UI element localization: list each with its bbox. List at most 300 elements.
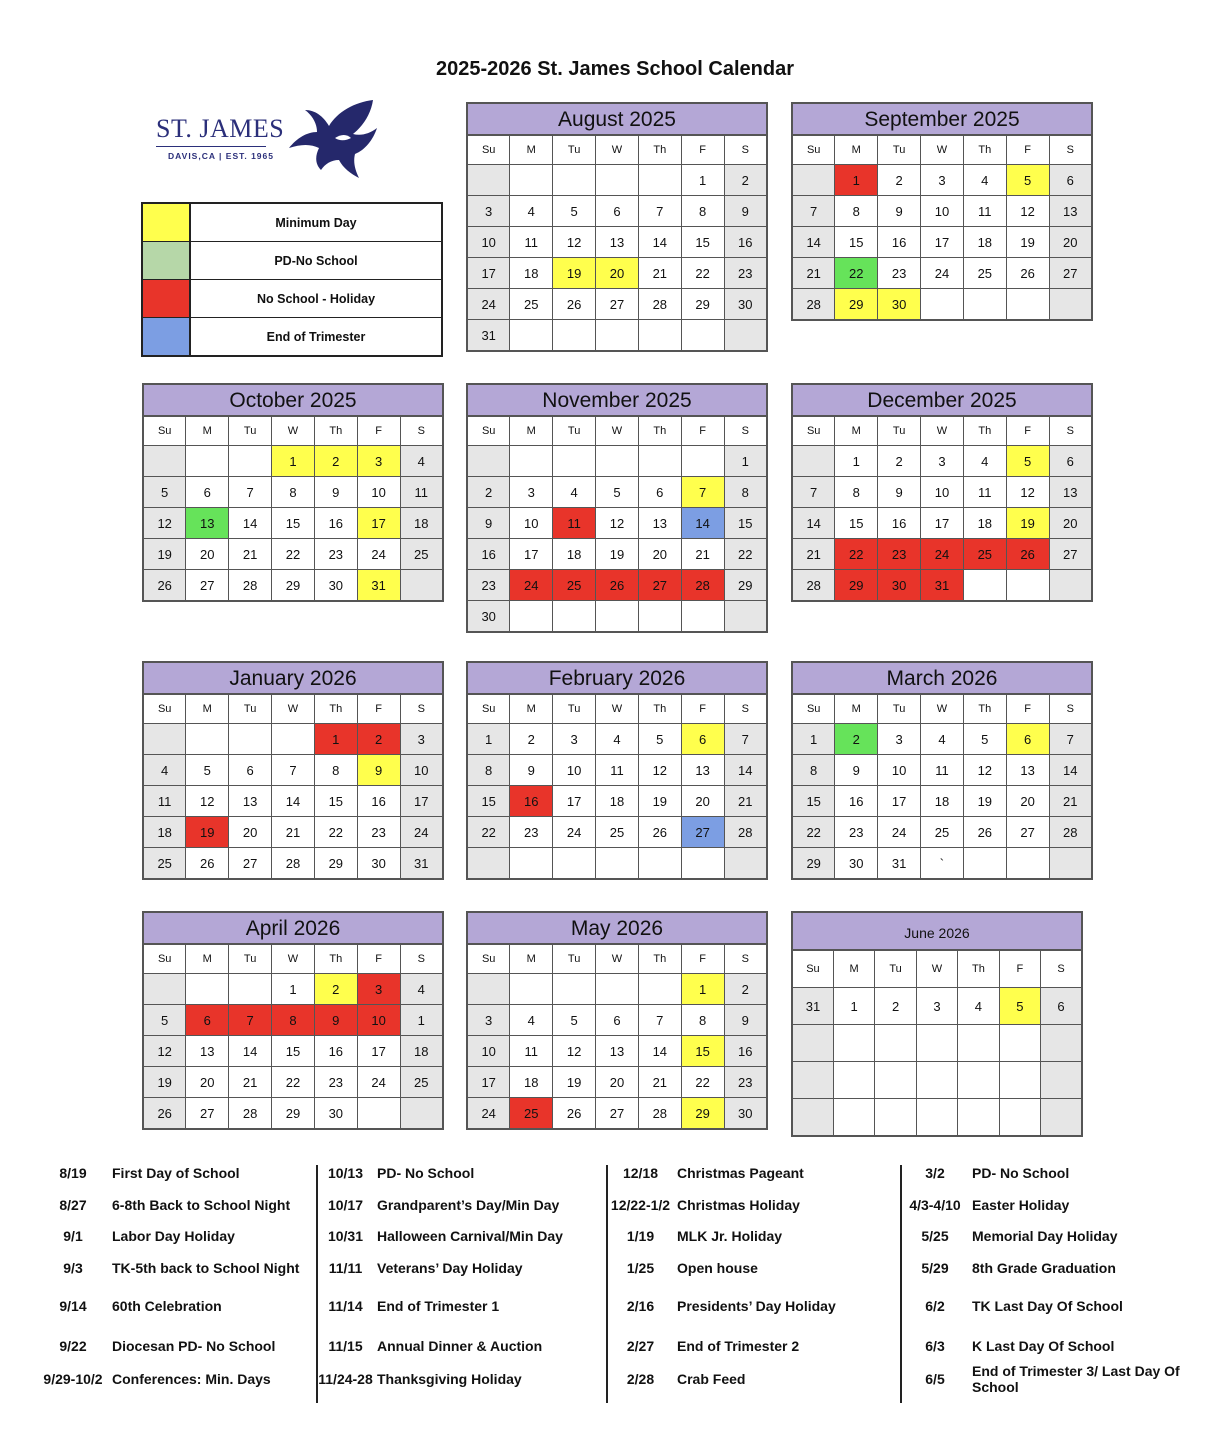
weekday-header: M xyxy=(510,694,553,724)
day-cell: 20 xyxy=(186,539,229,570)
event-date: 5/25 xyxy=(921,1228,949,1244)
day-cell: 26 xyxy=(596,570,639,601)
month-title: November 2025 xyxy=(466,383,768,415)
day-cell: 4 xyxy=(921,724,964,755)
legend-item xyxy=(143,242,441,280)
day-cell xyxy=(792,1099,833,1137)
day-cell: 5 xyxy=(999,988,1040,1025)
day-cell xyxy=(724,320,767,352)
day-cell: 2 xyxy=(467,477,510,508)
day-cell: 18 xyxy=(596,786,639,817)
event-text: K Last Day Of School xyxy=(972,1338,1115,1354)
event-text: Christmas Holiday xyxy=(677,1197,800,1213)
day-cell xyxy=(916,1099,957,1137)
day-cell: 27 xyxy=(186,570,229,602)
event-date: 6/2 xyxy=(925,1298,945,1314)
weekday-header: S xyxy=(1049,416,1092,446)
day-cell: 25 xyxy=(510,1098,553,1130)
event-date: 2/16 xyxy=(626,1298,655,1314)
month-calendar xyxy=(142,911,444,1130)
weekday-header: Tu xyxy=(878,416,921,446)
day-cell: 5 xyxy=(638,724,681,755)
day-cell: 1 xyxy=(467,724,510,755)
day-cell: 6 xyxy=(596,196,639,227)
day-cell xyxy=(1049,570,1092,602)
day-cell: 29 xyxy=(835,570,878,602)
event-date: 9/3 xyxy=(63,1260,83,1276)
day-cell: 19 xyxy=(963,786,1006,817)
day-cell: 7 xyxy=(272,755,315,786)
day-cell: 21 xyxy=(792,539,835,570)
day-cell: 9 xyxy=(314,477,357,508)
weekday-header: M xyxy=(186,944,229,974)
day-cell: 22 xyxy=(835,258,878,289)
day-cell: 30 xyxy=(878,570,921,602)
day-cell: 11 xyxy=(510,1036,553,1067)
legend-swatch xyxy=(143,280,191,317)
month-title: December 2025 xyxy=(791,383,1093,415)
day-cell: 1 xyxy=(835,165,878,196)
day-cell xyxy=(875,1099,916,1137)
day-cell xyxy=(553,974,596,1005)
day-cell: 21 xyxy=(272,817,315,848)
day-cell: 18 xyxy=(510,1067,553,1098)
event-date: 5/29 xyxy=(921,1260,949,1276)
day-cell xyxy=(229,974,272,1005)
day-cell: 10 xyxy=(400,755,443,786)
day-cell: 24 xyxy=(467,1098,510,1130)
day-cell: 15 xyxy=(681,1036,724,1067)
day-cell: 24 xyxy=(400,817,443,848)
day-cell: 11 xyxy=(596,755,639,786)
day-cell xyxy=(833,1025,874,1062)
day-cell xyxy=(510,446,553,477)
day-cell: 26 xyxy=(553,1098,596,1130)
weekday-header: W xyxy=(596,135,639,165)
day-cell: 28 xyxy=(638,289,681,320)
day-cell: 12 xyxy=(553,227,596,258)
weekday-header: Tu xyxy=(229,694,272,724)
day-cell: 28 xyxy=(724,817,767,848)
weekday-header: F xyxy=(681,416,724,446)
day-cell: 13 xyxy=(596,227,639,258)
day-cell: 14 xyxy=(681,508,724,539)
day-cell: 5 xyxy=(1006,165,1049,196)
day-cell: 27 xyxy=(596,289,639,320)
day-cell xyxy=(510,974,553,1005)
day-cell: 3 xyxy=(878,724,921,755)
weekday-header: Tu xyxy=(229,944,272,974)
day-cell: 26 xyxy=(143,1098,186,1130)
day-cell: 9 xyxy=(314,1005,357,1036)
day-cell: 8 xyxy=(467,755,510,786)
day-cell: 31 xyxy=(921,570,964,602)
day-cell: 6 xyxy=(1049,446,1092,477)
day-cell: 3 xyxy=(916,988,957,1025)
day-cell xyxy=(510,848,553,880)
legend-swatch xyxy=(143,204,191,241)
day-cell: 17 xyxy=(510,539,553,570)
day-cell: 23 xyxy=(357,817,400,848)
day-cell: 25 xyxy=(400,539,443,570)
day-cell: 25 xyxy=(553,570,596,601)
month-grid xyxy=(142,415,444,602)
event-date: 11/24-28 xyxy=(318,1371,373,1387)
day-cell: 2 xyxy=(357,724,400,755)
day-cell: 27 xyxy=(1049,258,1092,289)
day-cell: 13 xyxy=(229,786,272,817)
day-cell xyxy=(999,1062,1040,1099)
day-cell: 20 xyxy=(1006,786,1049,817)
weekday-header: Tu xyxy=(553,944,596,974)
day-cell xyxy=(143,724,186,755)
event-date: 2/28 xyxy=(626,1371,655,1387)
day-cell: 13 xyxy=(681,755,724,786)
day-cell xyxy=(510,320,553,352)
day-cell: 2 xyxy=(878,446,921,477)
day-cell: 3 xyxy=(467,196,510,227)
legend-label: No School - Holiday xyxy=(256,291,376,306)
day-cell: 20 xyxy=(596,1067,639,1098)
day-cell xyxy=(999,1025,1040,1062)
day-cell xyxy=(999,1099,1040,1137)
event-text: Memorial Day Holiday xyxy=(972,1228,1118,1244)
weekday-header: M xyxy=(833,950,874,988)
event-text: End of Trimester 3/ Last Day Of School xyxy=(972,1363,1180,1395)
month-calendar xyxy=(791,661,1093,880)
day-cell: 2 xyxy=(724,165,767,196)
day-cell: 17 xyxy=(467,1067,510,1098)
logo-divider xyxy=(156,146,266,147)
weekday-header: S xyxy=(724,135,767,165)
day-cell xyxy=(229,724,272,755)
day-cell xyxy=(596,320,639,352)
day-cell: 6 xyxy=(596,1005,639,1036)
day-cell xyxy=(229,446,272,477)
day-cell: 30 xyxy=(835,848,878,880)
day-cell: 4 xyxy=(553,477,596,508)
event-date: 10/17 xyxy=(327,1197,364,1213)
weekday-header: M xyxy=(835,135,878,165)
day-cell: 12 xyxy=(1006,477,1049,508)
day-cell: 29 xyxy=(724,570,767,601)
day-cell: 8 xyxy=(681,196,724,227)
day-cell: 13 xyxy=(186,508,229,539)
day-cell: 5 xyxy=(186,755,229,786)
day-cell: 24 xyxy=(921,539,964,570)
day-cell: 18 xyxy=(510,258,553,289)
month-calendar xyxy=(466,911,768,1130)
weekday-header: Su xyxy=(467,416,510,446)
day-cell xyxy=(1041,1062,1082,1099)
eagle-icon xyxy=(285,98,381,184)
month-grid xyxy=(791,415,1093,602)
legend-item xyxy=(143,318,441,355)
day-cell xyxy=(467,848,510,880)
day-cell: 24 xyxy=(467,289,510,320)
day-cell: 6 xyxy=(638,477,681,508)
day-cell: 24 xyxy=(357,539,400,570)
day-cell: 15 xyxy=(681,227,724,258)
day-cell: 11 xyxy=(553,508,596,539)
day-cell: 22 xyxy=(792,817,835,848)
day-cell: 17 xyxy=(357,508,400,539)
day-cell xyxy=(553,165,596,196)
day-cell: 27 xyxy=(229,848,272,880)
day-cell: 8 xyxy=(835,196,878,227)
day-cell: 13 xyxy=(1049,477,1092,508)
day-cell xyxy=(792,446,835,477)
day-cell xyxy=(400,1098,443,1130)
month-grid xyxy=(791,693,1093,880)
day-cell: 13 xyxy=(638,508,681,539)
event-text: TK-5th back to School Night xyxy=(112,1260,300,1276)
weekday-header: F xyxy=(681,694,724,724)
event-text: Open house xyxy=(677,1260,758,1276)
day-cell: 24 xyxy=(921,258,964,289)
day-cell xyxy=(792,165,835,196)
event-text: PD- No School xyxy=(972,1165,1070,1181)
weekday-header: F xyxy=(1006,416,1049,446)
day-cell: 8 xyxy=(792,755,835,786)
day-cell: 1 xyxy=(400,1005,443,1036)
day-cell: 20 xyxy=(596,258,639,289)
day-cell: 1 xyxy=(681,165,724,196)
day-cell: 4 xyxy=(958,988,999,1025)
day-cell xyxy=(553,601,596,633)
event-date: 12/22-1/2 xyxy=(610,1197,671,1213)
day-cell xyxy=(1049,848,1092,880)
month-calendar xyxy=(791,911,1083,1137)
day-cell: 16 xyxy=(510,786,553,817)
day-cell: 24 xyxy=(878,817,921,848)
day-cell: 23 xyxy=(878,539,921,570)
day-cell: 31 xyxy=(792,988,833,1025)
logo-name: ST. JAMES xyxy=(156,114,285,143)
day-cell: 14 xyxy=(638,1036,681,1067)
day-cell xyxy=(510,601,553,633)
day-cell: 3 xyxy=(553,724,596,755)
day-cell: 29 xyxy=(792,848,835,880)
weekday-header: Su xyxy=(467,694,510,724)
event-date: 9/29-10/2 xyxy=(43,1371,103,1387)
day-cell: 23 xyxy=(878,258,921,289)
event-text: TK Last Day Of School xyxy=(972,1298,1123,1314)
day-cell xyxy=(958,1099,999,1137)
event-text: MLK Jr. Holiday xyxy=(677,1228,783,1244)
weekday-header: Th xyxy=(638,694,681,724)
day-cell: 20 xyxy=(681,786,724,817)
event-date: 10/13 xyxy=(327,1165,364,1181)
day-cell: 5 xyxy=(596,477,639,508)
day-cell: 22 xyxy=(835,539,878,570)
event-date: 1/25 xyxy=(626,1260,655,1276)
event-date: 12/18 xyxy=(622,1165,659,1181)
day-cell: 27 xyxy=(638,570,681,601)
day-cell: 4 xyxy=(400,974,443,1005)
day-cell: 12 xyxy=(638,755,681,786)
day-cell xyxy=(921,289,964,321)
weekday-header: Su xyxy=(792,694,835,724)
weekday-header: Th xyxy=(638,135,681,165)
day-cell: 9 xyxy=(835,755,878,786)
day-cell: 21 xyxy=(1049,786,1092,817)
day-cell xyxy=(833,1062,874,1099)
day-cell: 29 xyxy=(314,848,357,880)
day-cell: 21 xyxy=(638,1067,681,1098)
day-cell xyxy=(792,1062,833,1099)
day-cell: 25 xyxy=(143,848,186,880)
month-title: January 2026 xyxy=(142,661,444,693)
day-cell: 4 xyxy=(963,165,1006,196)
month-calendar xyxy=(466,661,768,880)
day-cell: 23 xyxy=(314,539,357,570)
weekday-header: Su xyxy=(792,950,833,988)
logo-subtitle: DAVIS,CA | EST. 1965 xyxy=(168,151,274,161)
day-cell: 7 xyxy=(724,724,767,755)
legend-item xyxy=(143,204,441,242)
weekday-header: Su xyxy=(792,135,835,165)
event-date: 3/2 xyxy=(925,1165,945,1181)
day-cell: 28 xyxy=(1049,817,1092,848)
day-cell: 22 xyxy=(272,1067,315,1098)
month-title: September 2025 xyxy=(791,102,1093,134)
day-cell: 6 xyxy=(1049,165,1092,196)
day-cell: 25 xyxy=(963,539,1006,570)
day-cell: 10 xyxy=(467,227,510,258)
day-cell: 22 xyxy=(314,817,357,848)
day-cell: 25 xyxy=(963,258,1006,289)
event-text: Veterans’ Day Holiday xyxy=(377,1260,523,1276)
day-cell: 1 xyxy=(833,988,874,1025)
day-cell: 4 xyxy=(143,755,186,786)
month-grid xyxy=(791,949,1083,1137)
day-cell: ` xyxy=(921,848,964,880)
day-cell: 19 xyxy=(1006,227,1049,258)
day-cell: 1 xyxy=(835,446,878,477)
day-cell xyxy=(1041,1025,1082,1062)
day-cell: 25 xyxy=(596,817,639,848)
day-cell: 14 xyxy=(229,508,272,539)
day-cell xyxy=(638,320,681,352)
day-cell: 10 xyxy=(921,196,964,227)
day-cell: 12 xyxy=(143,508,186,539)
day-cell: 17 xyxy=(878,786,921,817)
event-date: 2/27 xyxy=(626,1338,655,1354)
day-cell xyxy=(916,1062,957,1099)
weekday-header: W xyxy=(596,694,639,724)
day-cell: 7 xyxy=(792,477,835,508)
day-cell: 3 xyxy=(921,165,964,196)
day-cell: 12 xyxy=(596,508,639,539)
weekday-header: Th xyxy=(963,416,1006,446)
day-cell: 20 xyxy=(186,1067,229,1098)
day-cell: 25 xyxy=(921,817,964,848)
day-cell: 11 xyxy=(510,227,553,258)
day-cell xyxy=(1006,848,1049,880)
day-cell: 30 xyxy=(314,1098,357,1130)
day-cell: 15 xyxy=(792,786,835,817)
day-cell: 17 xyxy=(357,1036,400,1067)
weekday-header: Th xyxy=(638,416,681,446)
day-cell: 28 xyxy=(681,570,724,601)
day-cell: 9 xyxy=(878,196,921,227)
weekday-header: Tu xyxy=(553,694,596,724)
month-calendar xyxy=(142,383,444,602)
event-date: 9/14 xyxy=(59,1298,87,1314)
day-cell xyxy=(186,446,229,477)
month-title: February 2026 xyxy=(466,661,768,693)
day-cell xyxy=(400,570,443,602)
weekday-header: F xyxy=(1006,694,1049,724)
day-cell xyxy=(638,165,681,196)
event-text: Easter Holiday xyxy=(972,1197,1070,1213)
day-cell: 7 xyxy=(681,477,724,508)
event-date: 10/31 xyxy=(327,1228,364,1244)
day-cell: 13 xyxy=(1006,755,1049,786)
day-cell: 20 xyxy=(1049,508,1092,539)
event-date: 8/19 xyxy=(59,1165,87,1181)
weekday-header: Tu xyxy=(875,950,916,988)
day-cell: 9 xyxy=(878,477,921,508)
weekday-header: Su xyxy=(467,944,510,974)
day-cell xyxy=(186,974,229,1005)
day-cell: 15 xyxy=(272,1036,315,1067)
day-cell: 24 xyxy=(357,1067,400,1098)
day-cell: 30 xyxy=(724,289,767,320)
event-text: Diocesan PD- No School xyxy=(112,1338,276,1354)
day-cell: 1 xyxy=(681,974,724,1005)
day-cell: 19 xyxy=(143,1067,186,1098)
day-cell: 16 xyxy=(314,508,357,539)
day-cell xyxy=(143,974,186,1005)
day-cell: 3 xyxy=(510,477,553,508)
weekday-header: W xyxy=(272,944,315,974)
day-cell: 5 xyxy=(143,477,186,508)
day-cell: 2 xyxy=(875,988,916,1025)
weekday-header: W xyxy=(921,694,964,724)
day-cell xyxy=(143,446,186,477)
event-text: Annual Dinner & Auction xyxy=(377,1338,543,1354)
day-cell: 28 xyxy=(229,570,272,602)
day-cell: 26 xyxy=(963,817,1006,848)
legend-label: Minimum Day xyxy=(275,215,357,230)
day-cell: 22 xyxy=(681,1067,724,1098)
day-cell: 10 xyxy=(921,477,964,508)
weekday-header: W xyxy=(596,416,639,446)
weekday-header: S xyxy=(724,694,767,724)
day-cell: 12 xyxy=(143,1036,186,1067)
day-cell: 24 xyxy=(553,817,596,848)
day-cell: 14 xyxy=(229,1036,272,1067)
weekday-header: Th xyxy=(314,694,357,724)
day-cell: 17 xyxy=(921,508,964,539)
day-cell xyxy=(186,724,229,755)
day-cell: 8 xyxy=(681,1005,724,1036)
month-title: June 2026 xyxy=(791,911,1083,949)
day-cell: 6 xyxy=(229,755,272,786)
day-cell: 26 xyxy=(553,289,596,320)
event-text: Christmas Pageant xyxy=(677,1165,804,1181)
day-cell: 17 xyxy=(553,786,596,817)
day-cell: 18 xyxy=(963,227,1006,258)
day-cell: 10 xyxy=(357,1005,400,1036)
day-cell xyxy=(724,601,767,633)
weekday-header: S xyxy=(1041,950,1082,988)
month-title: April 2026 xyxy=(142,911,444,943)
day-cell: 2 xyxy=(724,974,767,1005)
day-cell: 25 xyxy=(510,289,553,320)
